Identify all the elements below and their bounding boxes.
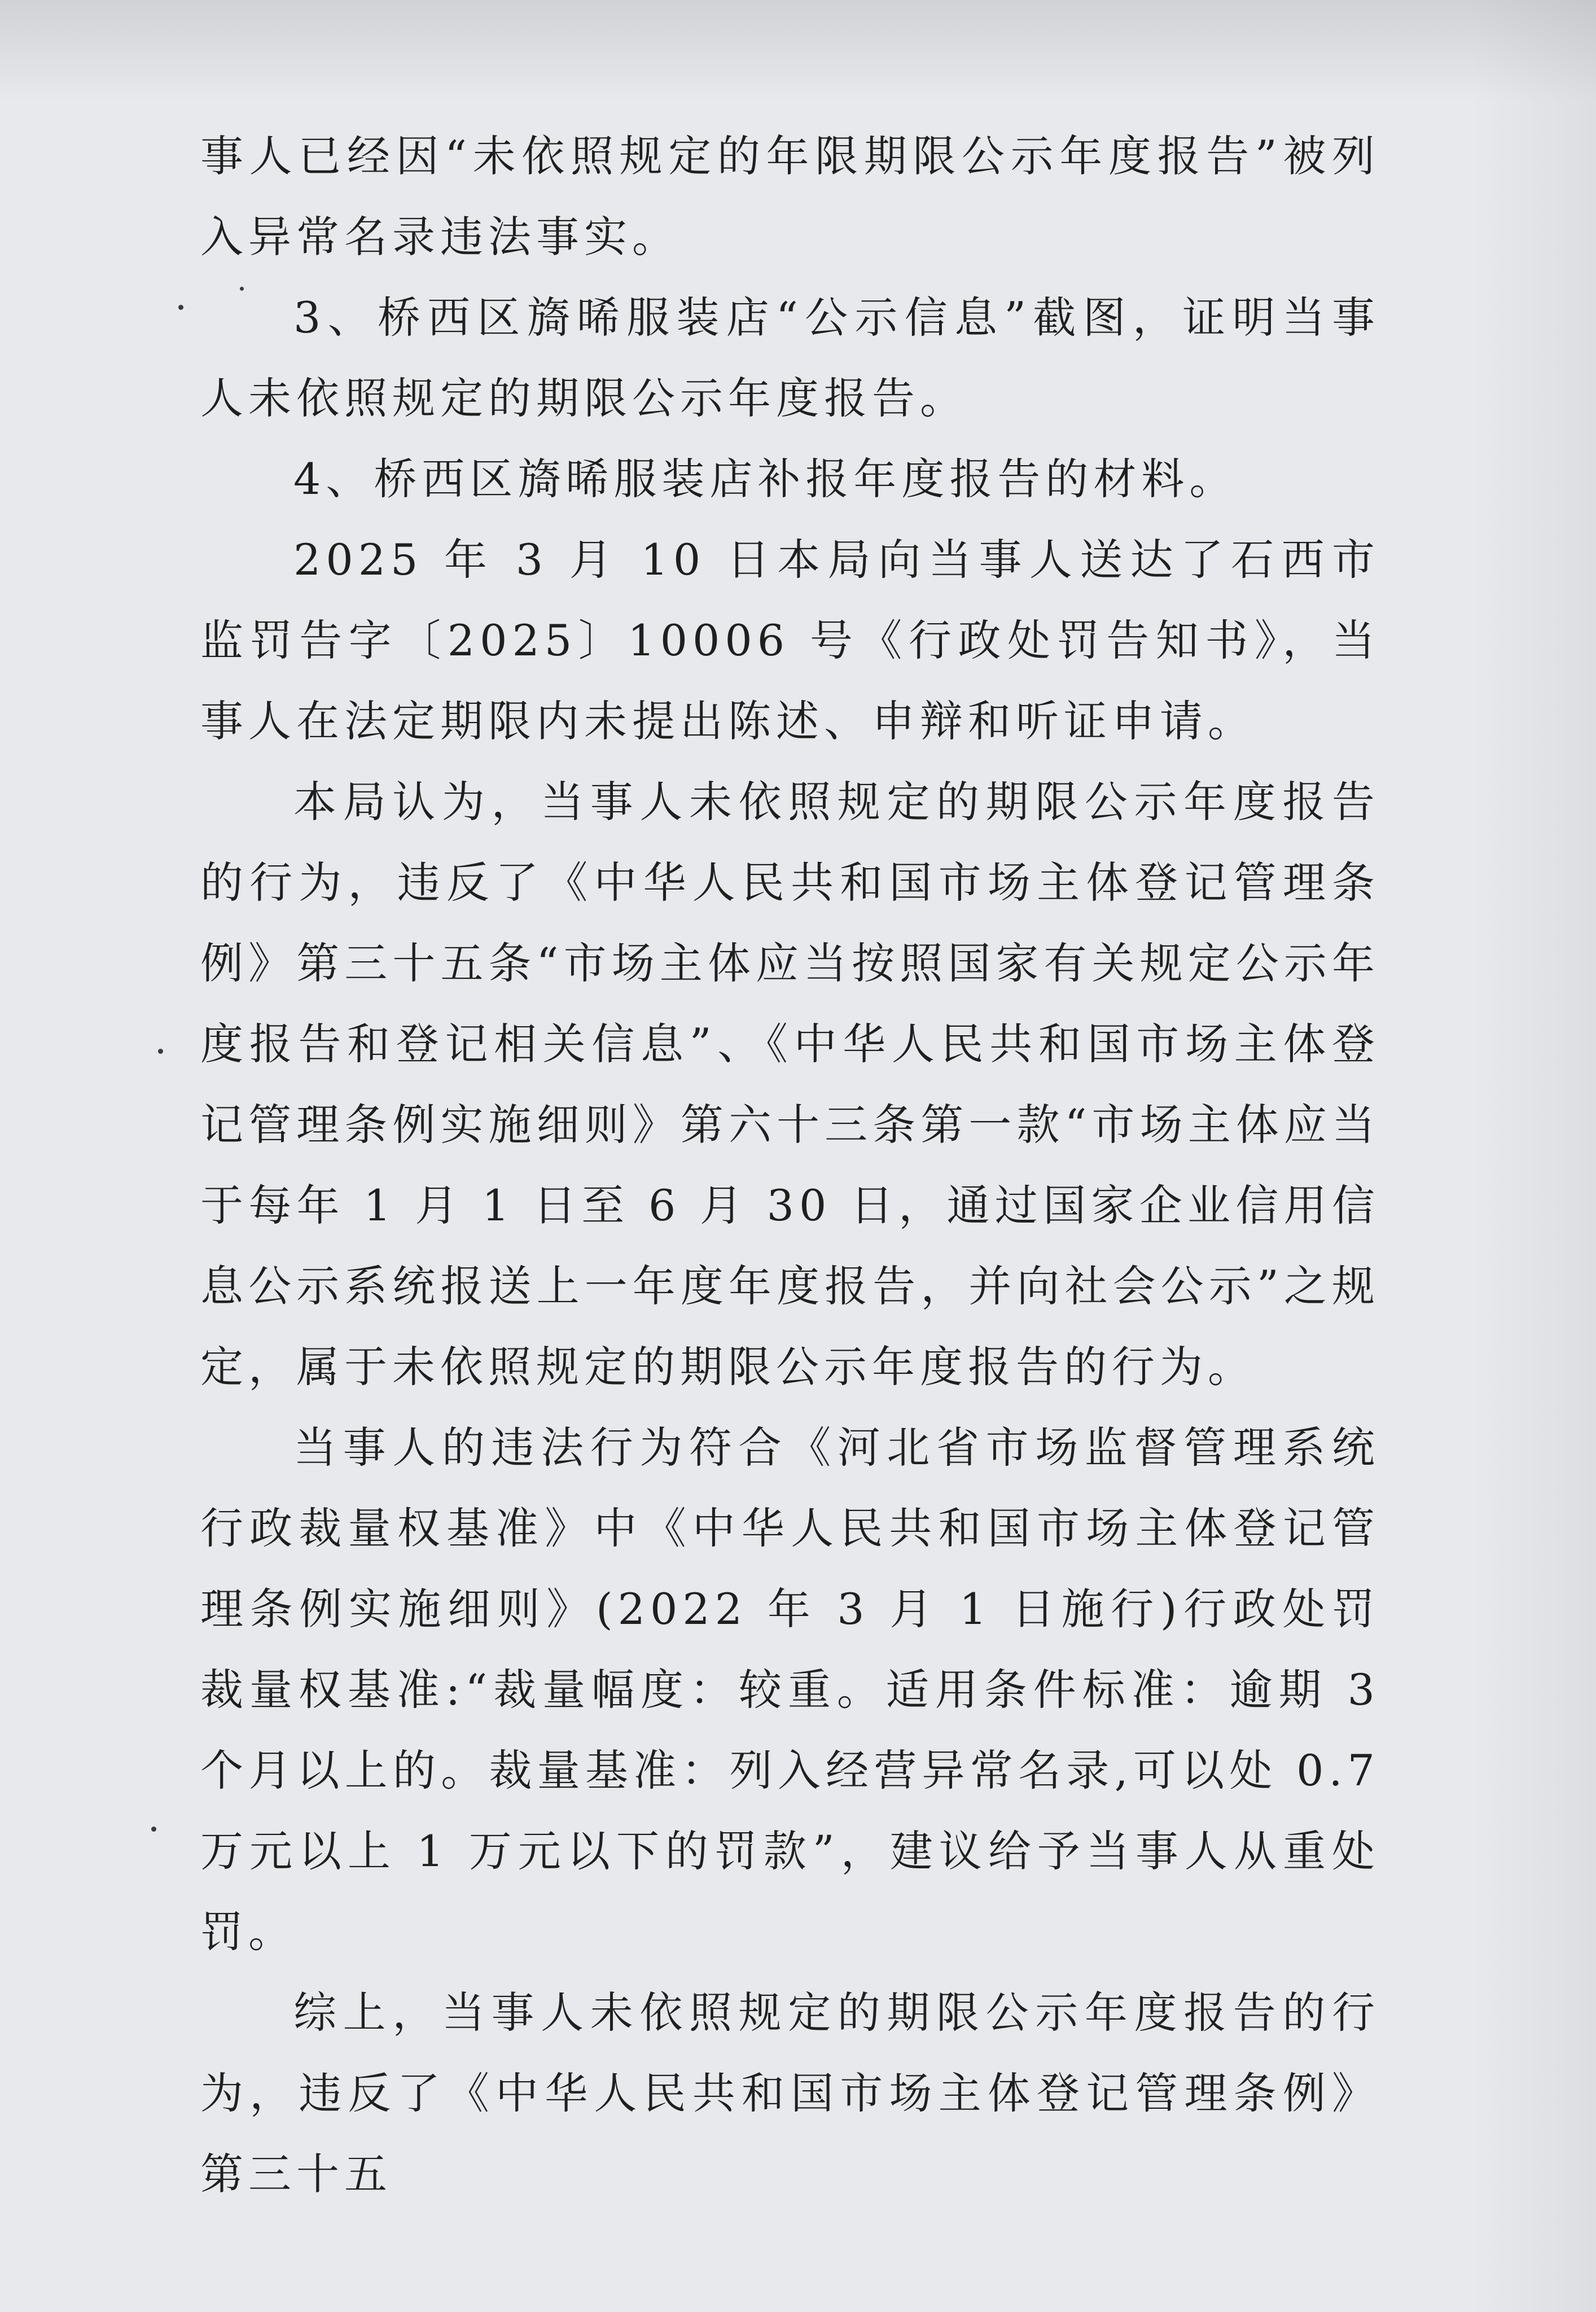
paragraph-discretion-standard: 当事人的违法行为符合《河北省市场监督管理系统行政裁量权基准》中《中华人民共和国市场主体登记管理条例实施细则》(2022 年 3 月 1 日施行)行政处罚裁量权基准:“裁量幅度：较重。适用条件标准：逾期 3 个月以上的。裁量基准：列入经营异常名录,可以处 0.7 万元以上 1 万元以下的罚款”，建议给予当事人从重处罚。 <box>200 1422 1380 1957</box>
scan-speck <box>178 305 183 310</box>
scan-speck <box>158 1049 163 1054</box>
paragraph-continued-fact: 事人已经因“未依照规定的年限期限公示年度报告”被列入异常名录违法事实。 <box>200 131 1380 262</box>
scan-shadow-top <box>0 0 1596 102</box>
paragraph-evidence-4: 4、桥西区旖晞服装店补报年度报告的材料。 <box>293 454 1238 504</box>
scan-speck <box>151 1827 156 1832</box>
paragraph-bureau-opinion: 本局认为，当事人未依照规定的期限公示年度报告的行为，违反了《中华人民共和国市场主体登记管理条例》第三十五条“市场主体应当按照国家有关规定公示年度报告和登记相关信息”、《中华人民共和国市场主体登记管理条例实施细则》第六十三条第一款“市场主体应当于每年 1 月 1 日至 6 月 30 日，通过国家企业信用信息公示系统报送上一年度年度报告，并向社会公示”之规定，属于未依照规定的期限公示年度报告的行为。 <box>200 777 1380 1392</box>
paragraph-notice-served: 2025 年 3 月 10 日本局向当事人送达了石西市监罚告字〔2025〕10006 号《行政处罚告知书》，当事人在法定期限内未提出陈述、申辩和听证申请。 <box>200 535 1380 746</box>
paragraph-conclusion: 综上，当事人未依照规定的期限公示年度报告的行为，违反了《中华人民共和国市场主体登记管理条例》第三十五 <box>200 1987 1380 2199</box>
paragraph-evidence-3: 3、桥西区旖晞服装店“公示信息”截图，证明当事人未依照规定的期限公示年度报告。 <box>200 292 1380 423</box>
document-body <box>200 116 1380 2214</box>
scan-shadow-right <box>1472 0 1596 2312</box>
